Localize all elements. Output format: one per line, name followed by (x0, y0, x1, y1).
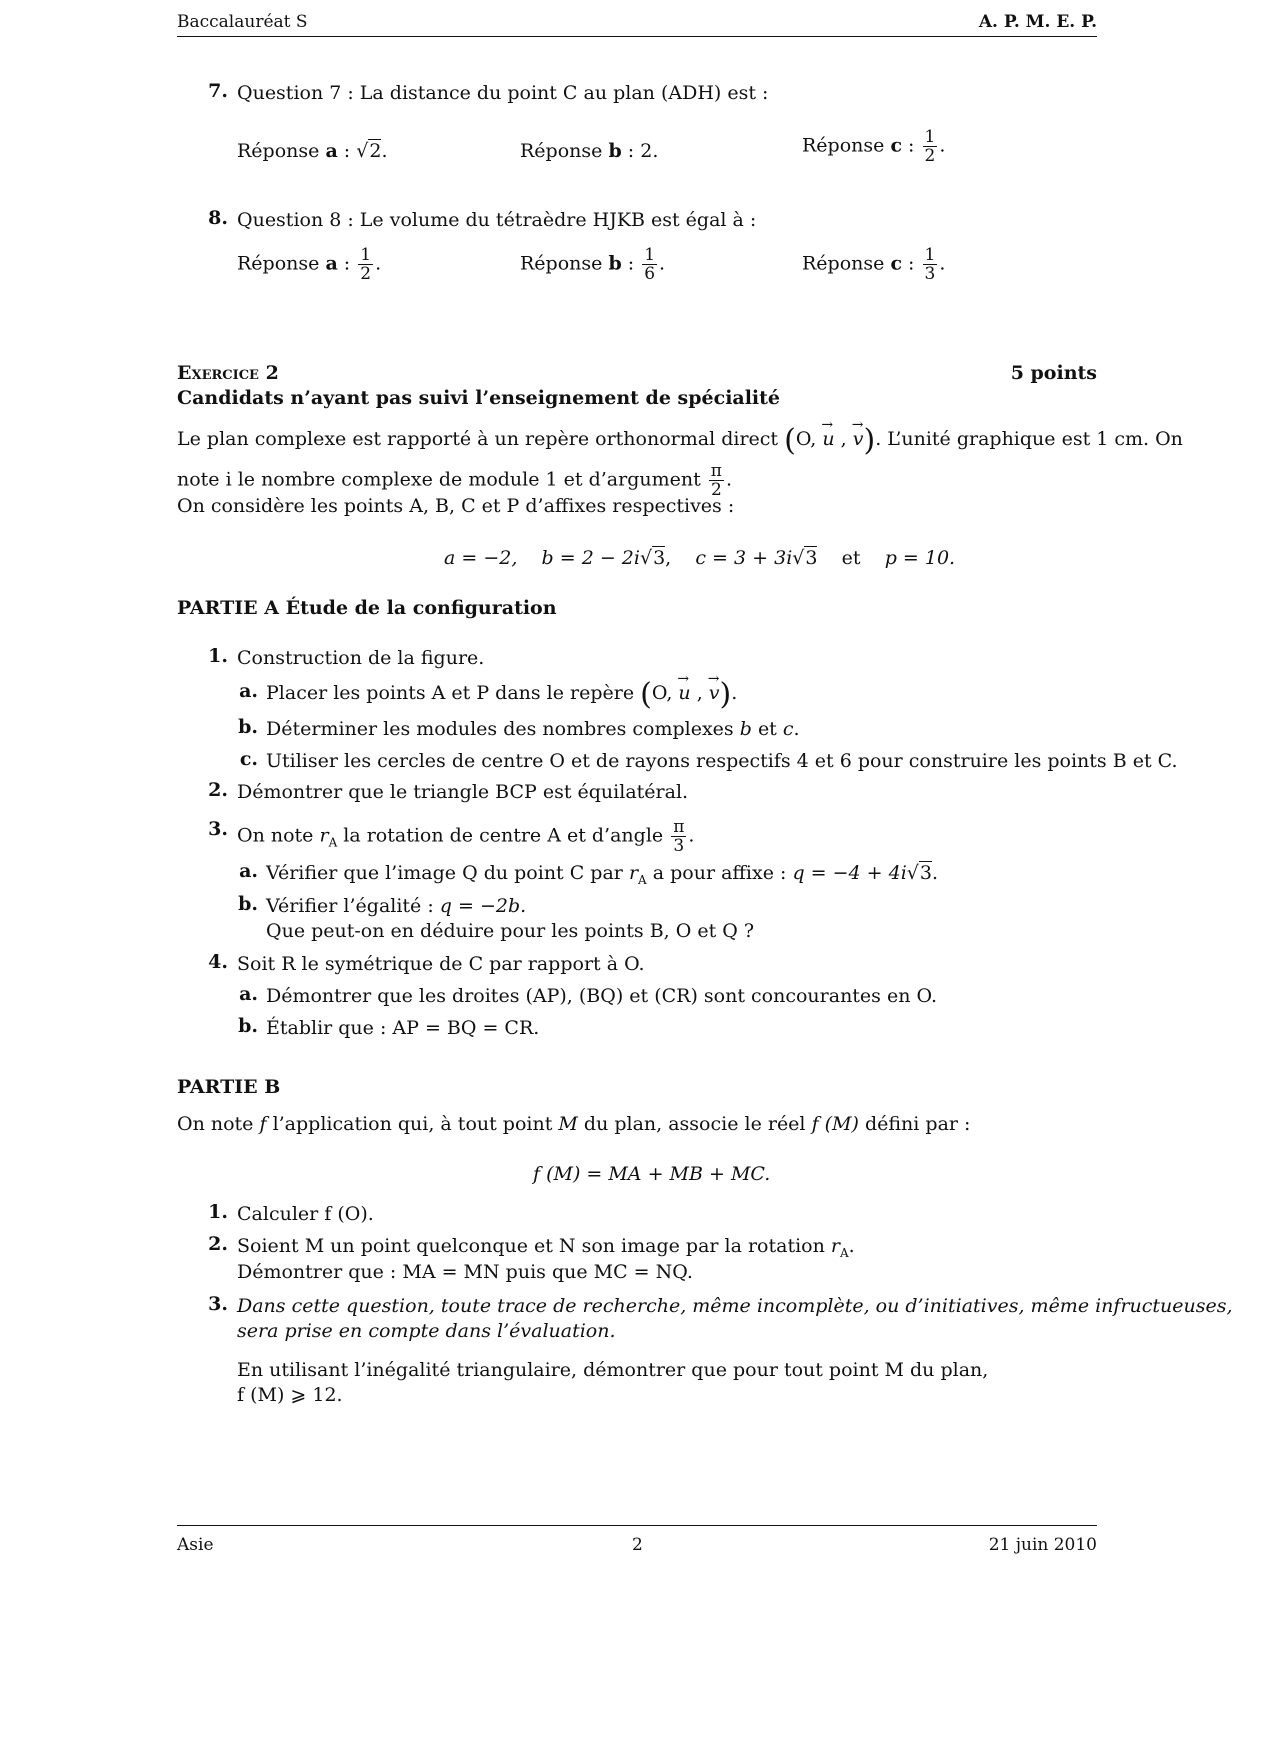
q7-answer-b: Réponse b : 2. (520, 140, 659, 162)
page-number: 2 (632, 1535, 643, 1555)
partA-item1a-label: a. (239, 680, 258, 702)
partA-item1b-label: b. (238, 716, 258, 738)
footer-left: Asie (177, 1535, 214, 1555)
partA-item4b-label: b. (238, 1015, 258, 1037)
partB-item3-italic-2: sera prise en compte dans l’évaluation. (237, 1320, 616, 1342)
header-left: Baccalauréat S (177, 12, 308, 32)
header-rule (177, 36, 1097, 37)
partB-item1: Calculer f (O). (237, 1203, 374, 1225)
footer-right: 21 juin 2010 (988, 1535, 1097, 1555)
partB-item2-number: 2. (208, 1233, 228, 1255)
header-right: A. P. M. E. P. (978, 12, 1097, 32)
partA-item2-number: 2. (208, 779, 228, 801)
partA-item3a-label: a. (239, 860, 258, 882)
partA-item3: On note $r_A$ la rotation de centre A et d’angle $\frac{\pi}{3}$ . (237, 817, 695, 856)
partA-item1c: Utiliser les cercles de centre O et de rayons respectifs 4 et 6 pour construire les points B et C. (266, 750, 1178, 772)
q8-answer-b: Réponse b : $\frac{1}{6}$ . (520, 245, 666, 284)
partA-item3b-label: b. (238, 893, 258, 915)
partB-item1-number: 1. (208, 1201, 228, 1223)
partA-item4-number: 4. (208, 951, 228, 973)
partA-item4b: Établir que : AP = BQ = CR. (266, 1017, 540, 1039)
exercise-points: 5 points (1010, 362, 1097, 384)
exercise-title: Exercice 2 (177, 362, 279, 384)
partB-item3-line2: f (M) ⩾ 12. (237, 1384, 343, 1406)
q7-text: Question 7 : La distance du point C au plan (ADH) est : (237, 82, 769, 104)
q8-answer-a: Réponse a : $\frac{1}{2}$ . (237, 245, 382, 284)
partB-item3-line1: En utilisant l’inégalité triangulaire, démontrer que pour tout point M du plan, (237, 1359, 989, 1381)
partA-item1b: Déterminer les modules des nombres complexes b et c. (266, 718, 800, 740)
partA-item3b: Vérifier l’égalité : q = −2b. (266, 895, 527, 917)
partA-item3a: Vérifier que l’image Q du point C par $r_A$ a pour affixe : q = −4 + 4i√3. (266, 862, 939, 887)
partB-item2-line1: Soient M un point quelconque et N son image par la rotation $r_A$. (237, 1235, 855, 1260)
partB-item3-italic-1: Dans cette question, toute trace de recherche, même incomplète, ou d’initiatives, même infructueuses, (237, 1295, 1233, 1317)
partA-item1a: Placer les points A et P dans le repère (O, → u , → v). (266, 680, 737, 708)
q8-text: Question 8 : Le volume du tétraèdre HJKB est égal à : (237, 209, 757, 231)
partA-item4a: Démontrer que les droites (AP), (BQ) et (CR) sont concourantes en O. (266, 985, 937, 1007)
exercise-subtitle: Candidats n’ayant pas suivi l’enseignement de spécialité (177, 387, 781, 409)
q8-answer-c: Réponse c : $\frac{1}{3}$ . (802, 245, 946, 284)
intro-line-2: note i le nombre complexe de module 1 et d’argument $\frac{\pi}{2}$ . (177, 461, 733, 500)
partB-intro: On note f l’application qui, à tout point M du plan, associe le réel f (M) défini par : (177, 1113, 971, 1135)
footer-rule (177, 1525, 1097, 1526)
q7-answer-c: Réponse c : $\frac{1}{2}$ . (802, 127, 946, 166)
partB-item3-number: 3. (208, 1293, 228, 1315)
partA-item1-number: 1. (208, 645, 228, 667)
partA-item4: Soit R le symétrique de C par rapport à O. (237, 953, 645, 975)
partA-item3-number: 3. (208, 818, 228, 840)
q8-number: 8. (208, 207, 228, 229)
q7-answer-a: Réponse a : √2. (237, 140, 388, 162)
partA-item1: Construction de la figure. (237, 647, 485, 669)
partA-item1c-label: c. (239, 748, 258, 770)
intro-line-1: Le plan complexe est rapporté à un repère orthonormal direct (O, → u , → v). L’unité graphique est 1 cm. On (177, 426, 1183, 454)
partA-item2: Démontrer que le triangle BCP est équilatéral. (237, 781, 689, 803)
partA-item3b-line2: Que peut-on en déduire pour les points B, O et Q ? (266, 920, 755, 942)
partA-item4a-label: a. (239, 983, 258, 1005)
partA-title: PARTIE A Étude de la configuration (177, 597, 557, 619)
partB-item2-line2: Démontrer que : MA = MN puis que MC = NQ. (237, 1261, 693, 1283)
partB-title: PARTIE B (177, 1076, 281, 1098)
intro-line-3: On considère les points A, B, C et P d’affixes respectives : (177, 495, 735, 517)
partB-formula: f (M) = MA + MB + MC. (533, 1163, 771, 1185)
affixes-formula: a = −2, b = 2 − 2i√3, c = 3 + 3i√3 et p = 10. (444, 547, 956, 569)
q7-number: 7. (208, 80, 228, 102)
